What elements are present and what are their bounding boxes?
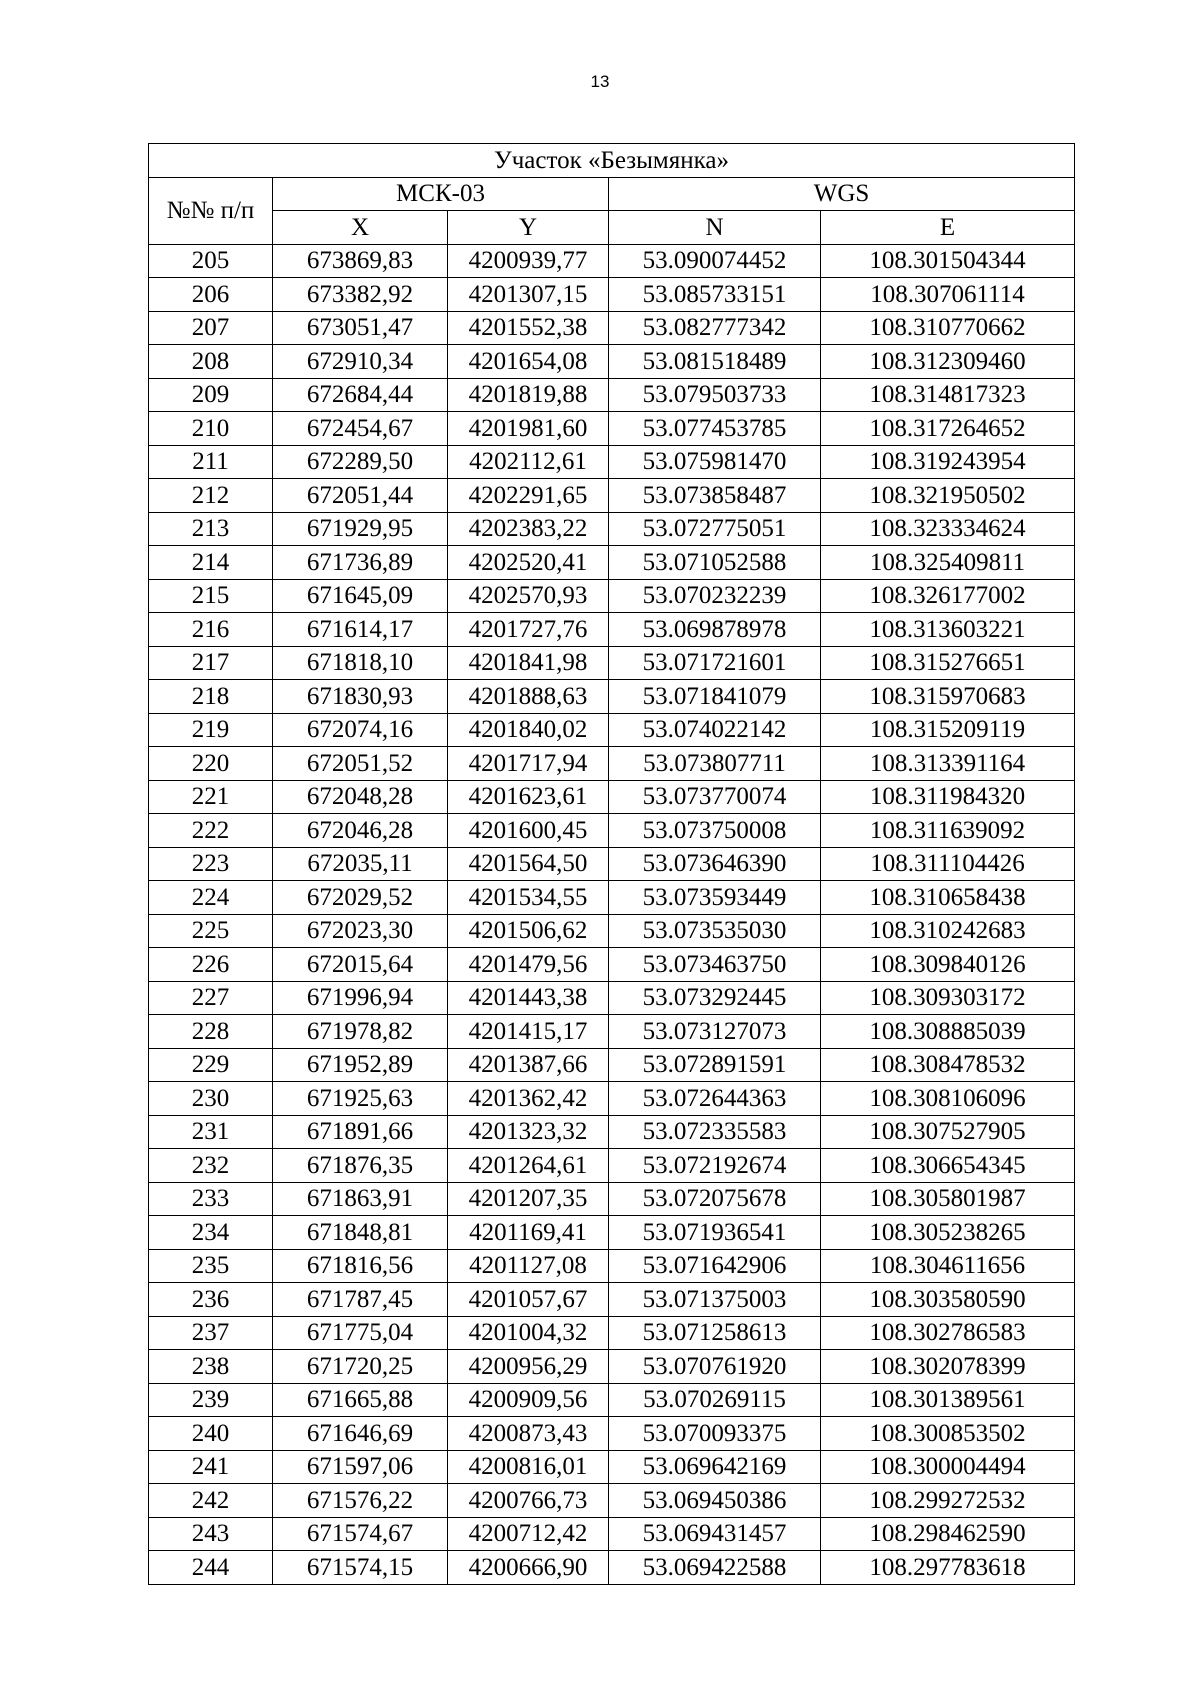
cell-y: 4200666,90 [448,1551,609,1585]
cell-e: 108.309840126 [821,948,1075,982]
cell-n: 53.072335583 [609,1115,821,1149]
cell-n: 53.075981470 [609,445,821,479]
table-row [149,881,1075,915]
table-row [149,814,1075,848]
cell-number: 217 [149,646,273,680]
column-header-n: N [609,211,821,245]
cell-number: 223 [149,847,273,881]
table-row [149,1350,1075,1384]
cell-e: 108.314817323 [821,378,1075,412]
cell-y: 4201307,15 [448,278,609,312]
cell-n: 53.081518489 [609,345,821,379]
cell-y: 4201323,32 [448,1115,609,1149]
table-row [149,747,1075,781]
table-row [149,680,1075,714]
cell-number: 243 [149,1517,273,1551]
cell-x: 672051,44 [273,479,448,513]
cell-n: 53.073535030 [609,914,821,948]
cell-y: 4200909,56 [448,1383,609,1417]
cell-n: 53.069431457 [609,1517,821,1551]
cell-x: 672051,52 [273,747,448,781]
cell-x: 671818,10 [273,646,448,680]
cell-x: 671863,91 [273,1182,448,1216]
cell-y: 4201207,35 [448,1182,609,1216]
cell-e: 108.302786583 [821,1316,1075,1350]
cell-y: 4201443,38 [448,981,609,1015]
cell-x: 672289,50 [273,445,448,479]
cell-x: 671576,22 [273,1484,448,1518]
cell-n: 53.073858487 [609,479,821,513]
cell-x: 672035,11 [273,847,448,881]
table-body [149,244,1075,1584]
cell-x: 672046,28 [273,814,448,848]
cell-e: 108.301389561 [821,1383,1075,1417]
cell-n: 53.069878978 [609,613,821,647]
table-row [149,847,1075,881]
table-row [149,1316,1075,1350]
cell-x: 673382,92 [273,278,448,312]
page-number: 13 [590,72,610,91]
cell-n: 53.073463750 [609,948,821,982]
cell-n: 53.072075678 [609,1182,821,1216]
cell-y: 4201169,41 [448,1216,609,1250]
cell-y: 4201479,56 [448,948,609,982]
table-row [149,613,1075,647]
cell-y: 4200816,01 [448,1450,609,1484]
cell-e: 108.326177002 [821,579,1075,613]
table-row [149,1048,1075,1082]
cell-n: 53.073646390 [609,847,821,881]
table-row [149,1182,1075,1216]
cell-e: 108.315209119 [821,713,1075,747]
cell-n: 53.069422588 [609,1551,821,1585]
cell-n: 53.090074452 [609,244,821,278]
cell-x: 671787,45 [273,1283,448,1317]
cell-y: 4201727,76 [448,613,609,647]
column-header-y: Y [448,211,609,245]
table-row [149,1015,1075,1049]
cell-number: 209 [149,378,273,412]
column-group-wgs: WGS [609,177,1075,211]
cell-number: 222 [149,814,273,848]
cell-n: 53.071936541 [609,1216,821,1250]
cell-x: 671978,82 [273,1015,448,1049]
cell-number: 229 [149,1048,273,1082]
cell-n: 53.069450386 [609,1484,821,1518]
cell-y: 4201506,62 [448,914,609,948]
cell-e: 108.313603221 [821,613,1075,647]
cell-n: 53.085733151 [609,278,821,312]
cell-number: 240 [149,1417,273,1451]
cell-e: 108.310658438 [821,881,1075,915]
cell-n: 53.071258613 [609,1316,821,1350]
cell-x: 672910,34 [273,345,448,379]
table-row [149,1216,1075,1250]
table-row [149,1383,1075,1417]
cell-number: 234 [149,1216,273,1250]
cell-e: 108.306654345 [821,1149,1075,1183]
table-row [149,1551,1075,1585]
cell-n: 53.070269115 [609,1383,821,1417]
table-row [149,1417,1075,1451]
table-group-header-row [149,177,1075,211]
cell-number: 224 [149,881,273,915]
cell-x: 672454,67 [273,412,448,446]
cell-n: 53.070761920 [609,1350,821,1384]
table-row [149,1283,1075,1317]
cell-n: 53.071642906 [609,1249,821,1283]
cell-number: 221 [149,780,273,814]
table-row [149,445,1075,479]
table-row [149,244,1075,278]
table-row [149,1115,1075,1149]
cell-y: 4201564,50 [448,847,609,881]
cell-x: 671597,06 [273,1450,448,1484]
cell-n: 53.072891591 [609,1048,821,1082]
cell-x: 671720,25 [273,1350,448,1384]
cell-y: 4201841,98 [448,646,609,680]
cell-n: 53.071052588 [609,546,821,580]
cell-e: 108.307061114 [821,278,1075,312]
cell-number: 233 [149,1182,273,1216]
cell-y: 4201623,61 [448,780,609,814]
cell-e: 108.299272532 [821,1484,1075,1518]
cell-n: 53.072192674 [609,1149,821,1183]
cell-x: 672074,16 [273,713,448,747]
cell-e: 108.315970683 [821,680,1075,714]
cell-n: 53.073127073 [609,1015,821,1049]
cell-x: 673051,47 [273,311,448,345]
cell-number: 244 [149,1551,273,1585]
cell-x: 671665,88 [273,1383,448,1417]
cell-number: 235 [149,1249,273,1283]
cell-number: 210 [149,412,273,446]
table-row [149,479,1075,513]
cell-e: 108.311104426 [821,847,1075,881]
cell-y: 4202383,22 [448,512,609,546]
cell-x: 671830,93 [273,680,448,714]
cell-n: 53.070232239 [609,579,821,613]
cell-e: 108.307527905 [821,1115,1075,1149]
cell-e: 108.300004494 [821,1450,1075,1484]
table-row [149,948,1075,982]
cell-n: 53.069642169 [609,1450,821,1484]
table-row [149,914,1075,948]
cell-x: 671816,56 [273,1249,448,1283]
cell-e: 108.323334624 [821,512,1075,546]
cell-y: 4201981,60 [448,412,609,446]
cell-number: 237 [149,1316,273,1350]
cell-e: 108.308885039 [821,1015,1075,1049]
cell-x: 671775,04 [273,1316,448,1350]
cell-e: 108.317264652 [821,412,1075,446]
cell-e: 108.305801987 [821,1182,1075,1216]
table-column-header-row [149,211,1075,245]
cell-n: 53.072775051 [609,512,821,546]
cell-number: 242 [149,1484,273,1518]
table-row [149,1517,1075,1551]
cell-n: 53.071841079 [609,680,821,714]
cell-e: 108.310242683 [821,914,1075,948]
cell-n: 53.072644363 [609,1082,821,1116]
cell-y: 4201888,63 [448,680,609,714]
table-row [149,278,1075,312]
table-row [149,780,1075,814]
cell-x: 672023,30 [273,914,448,948]
cell-x: 671646,69 [273,1417,448,1451]
cell-number: 228 [149,1015,273,1049]
cell-y: 4200712,42 [448,1517,609,1551]
cell-n: 53.073292445 [609,981,821,1015]
cell-x: 671996,94 [273,981,448,1015]
cell-number: 231 [149,1115,273,1149]
cell-x: 671876,35 [273,1149,448,1183]
cell-e: 108.321950502 [821,479,1075,513]
cell-e: 108.308106096 [821,1082,1075,1116]
cell-x: 672015,64 [273,948,448,982]
table-row [149,981,1075,1015]
cell-e: 108.300853502 [821,1417,1075,1451]
cell-number: 230 [149,1082,273,1116]
cell-x: 672029,52 [273,881,448,915]
cell-y: 4202112,61 [448,445,609,479]
cell-x: 671952,89 [273,1048,448,1082]
cell-e: 108.313391164 [821,747,1075,781]
cell-x: 671848,81 [273,1216,448,1250]
cell-y: 4201600,45 [448,814,609,848]
table-title: Участок «Безымянка» [149,144,1075,178]
cell-e: 108.315276651 [821,646,1075,680]
cell-number: 211 [149,445,273,479]
cell-x: 672684,44 [273,378,448,412]
cell-y: 4202520,41 [448,546,609,580]
cell-e: 108.302078399 [821,1350,1075,1384]
cell-n: 53.074022142 [609,713,821,747]
table-row [149,546,1075,580]
cell-n: 53.071375003 [609,1283,821,1317]
cell-y: 4201415,17 [448,1015,609,1049]
cell-e: 108.304611656 [821,1249,1075,1283]
cell-x: 673869,83 [273,244,448,278]
cell-y: 4200939,77 [448,244,609,278]
table-row [149,1450,1075,1484]
cell-number: 216 [149,613,273,647]
cell-number: 207 [149,311,273,345]
cell-y: 4201057,67 [448,1283,609,1317]
column-header-e: E [821,211,1075,245]
table-row [149,412,1075,446]
table-row [149,1082,1075,1116]
cell-x: 671891,66 [273,1115,448,1149]
cell-e: 108.319243954 [821,445,1075,479]
cell-x: 671929,95 [273,512,448,546]
cell-n: 53.077453785 [609,412,821,446]
cell-e: 108.308478532 [821,1048,1075,1082]
cell-x: 671925,63 [273,1082,448,1116]
cell-y: 4201004,32 [448,1316,609,1350]
table-row [149,1149,1075,1183]
cell-number: 241 [149,1450,273,1484]
cell-y: 4202570,93 [448,579,609,613]
cell-number: 214 [149,546,273,580]
coordinates-table [148,143,1075,1585]
cell-n: 53.070093375 [609,1417,821,1451]
cell-number: 215 [149,579,273,613]
cell-x: 671736,89 [273,546,448,580]
table-row [149,1249,1075,1283]
cell-n: 53.071721601 [609,646,821,680]
cell-e: 108.298462590 [821,1517,1075,1551]
table-row [149,1484,1075,1518]
cell-number: 232 [149,1149,273,1183]
table-row [149,512,1075,546]
cell-e: 108.325409811 [821,546,1075,580]
cell-y: 4201819,88 [448,378,609,412]
cell-x: 671614,17 [273,613,448,647]
cell-y: 4201717,94 [448,747,609,781]
cell-number: 226 [149,948,273,982]
cell-e: 108.301504344 [821,244,1075,278]
cell-e: 108.297783618 [821,1551,1075,1585]
table-row [149,713,1075,747]
cell-e: 108.311984320 [821,780,1075,814]
cell-y: 4201840,02 [448,713,609,747]
cell-e: 108.310770662 [821,311,1075,345]
cell-y: 4201534,55 [448,881,609,915]
cell-number: 236 [149,1283,273,1317]
cell-n: 53.079503733 [609,378,821,412]
column-header-x: X [273,211,448,245]
cell-number: 227 [149,981,273,1015]
cell-y: 4200873,43 [448,1417,609,1451]
table-row [149,345,1075,379]
cell-number: 213 [149,512,273,546]
cell-x: 672048,28 [273,780,448,814]
cell-y: 4201264,61 [448,1149,609,1183]
cell-number: 218 [149,680,273,714]
cell-number: 239 [149,1383,273,1417]
cell-n: 53.082777342 [609,311,821,345]
cell-y: 4201362,42 [448,1082,609,1116]
cell-number: 212 [149,479,273,513]
cell-number: 225 [149,914,273,948]
cell-number: 238 [149,1350,273,1384]
cell-y: 4201552,38 [448,311,609,345]
cell-number: 220 [149,747,273,781]
table-row [149,378,1075,412]
cell-y: 4202291,65 [448,479,609,513]
cell-number: 208 [149,345,273,379]
cell-number: 219 [149,713,273,747]
cell-number: 206 [149,278,273,312]
cell-e: 108.305238265 [821,1216,1075,1250]
cell-x: 671645,09 [273,579,448,613]
table-row [149,311,1075,345]
table-row [149,646,1075,680]
cell-number: 205 [149,244,273,278]
cell-n: 53.073807711 [609,747,821,781]
cell-x: 671574,67 [273,1517,448,1551]
cell-e: 108.309303172 [821,981,1075,1015]
cell-e: 108.312309460 [821,345,1075,379]
cell-y: 4200766,73 [448,1484,609,1518]
cell-y: 4201387,66 [448,1048,609,1082]
cell-e: 108.311639092 [821,814,1075,848]
cell-n: 53.073770074 [609,780,821,814]
cell-e: 108.303580590 [821,1283,1075,1317]
table-row [149,579,1075,613]
cell-y: 4200956,29 [448,1350,609,1384]
column-group-msk: МСК-03 [273,177,609,211]
cell-n: 53.073593449 [609,881,821,915]
cell-y: 4201127,08 [448,1249,609,1283]
cell-y: 4201654,08 [448,345,609,379]
cell-n: 53.073750008 [609,814,821,848]
cell-x: 671574,15 [273,1551,448,1585]
column-header-number: №№ п/п [149,177,273,244]
table-title-row [149,144,1075,178]
